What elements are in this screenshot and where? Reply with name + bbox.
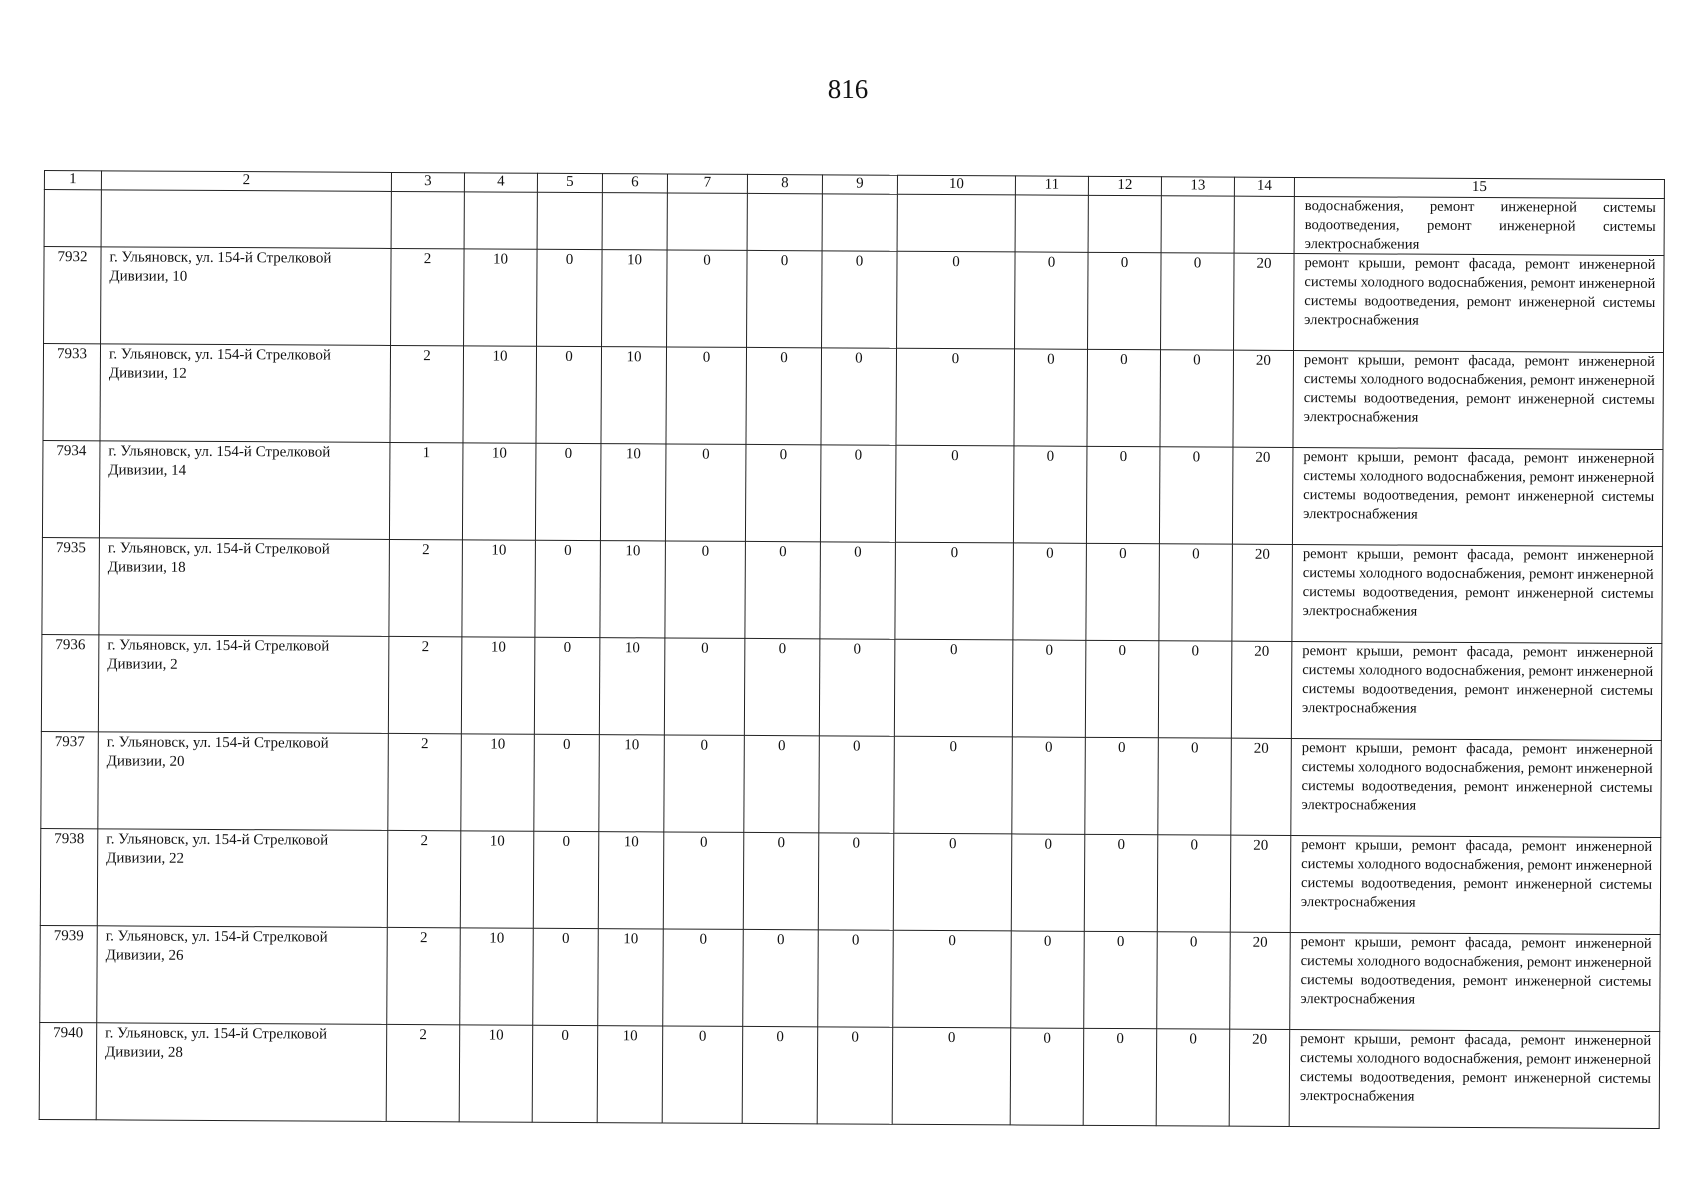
- works-cell: водоснабжения, ремонт инженерной системы водоотведения, ремонт инженерной системы электроснабжения: [1294, 196, 1664, 255]
- value-cell: 2: [388, 734, 462, 831]
- value-cell: 10: [461, 637, 535, 734]
- works-cell: ремонт крыши, ремонт фасада, ремонт инженерной системы холодного водоснабжения, ремонт инженерной системы водоотведения, ремонт инженерной системы электроснабжения: [1293, 351, 1664, 450]
- value-cell: 0: [897, 252, 1016, 350]
- value-cell: 20: [1231, 642, 1292, 739]
- column-header: 8: [747, 174, 822, 193]
- value-cell: 0: [896, 349, 1015, 447]
- value-cell: 0: [667, 250, 748, 347]
- value-cell: 0: [1015, 252, 1089, 349]
- table-cell: [822, 194, 897, 252]
- table-cell: [101, 190, 391, 249]
- column-header: 15: [1294, 177, 1664, 198]
- table-cell: [602, 193, 667, 251]
- value-cell: 0: [820, 445, 896, 542]
- works-cell: ремонт крыши, ремонт фасада, ремонт инженерной системы холодного водоснабжения, ремонт инженерной системы водоотведения, ремонт инженерной системы электроснабжения: [1290, 933, 1661, 1032]
- value-cell: 0: [532, 1026, 598, 1123]
- value-cell: 0: [893, 931, 1012, 1029]
- value-cell: 0: [819, 736, 895, 833]
- value-cell: 0: [535, 541, 601, 638]
- value-cell: 0: [894, 640, 1013, 738]
- value-cell: 0: [534, 735, 600, 832]
- value-cell: 2: [391, 249, 465, 346]
- column-header: 1: [44, 171, 101, 190]
- value-cell: 0: [1157, 835, 1231, 932]
- value-cell: 0: [1160, 350, 1234, 447]
- value-cell: 2: [386, 1025, 460, 1122]
- value-cell: 0: [663, 929, 744, 1026]
- value-cell: 0: [893, 834, 1012, 932]
- value-cell: 0: [821, 348, 897, 445]
- row-number-cell: 7936: [41, 635, 99, 732]
- value-cell: 10: [600, 541, 666, 638]
- value-cell: 0: [664, 638, 745, 735]
- works-cell: ремонт крыши, ремонт фасада, ремонт инженерной системы холодного водоснабжения, ремонт инженерной системы водоотведения, ремонт инженерной системы электроснабжения: [1289, 1030, 1660, 1129]
- value-cell: 0: [1086, 447, 1160, 544]
- row-number-cell: 7939: [40, 926, 98, 1023]
- column-header: 3: [391, 172, 464, 191]
- value-cell: 0: [1086, 544, 1160, 641]
- column-header: 10: [897, 175, 1015, 195]
- value-cell: 0: [1158, 641, 1232, 738]
- address-cell: г. Ульяновск, ул. 154-й Стрелковой Дивизии, 10: [101, 247, 392, 346]
- value-cell: 0: [819, 639, 895, 736]
- address-cell: г. Ульяновск, ул. 154-й Стрелковой Дивизии, 20: [98, 732, 389, 831]
- table-cell: [44, 190, 101, 248]
- value-cell: 0: [894, 737, 1013, 835]
- column-header: 7: [667, 174, 747, 193]
- value-cell: 10: [463, 346, 537, 443]
- value-cell: 0: [747, 251, 823, 348]
- column-header: 2: [101, 171, 391, 192]
- table-row: [41, 732, 1662, 838]
- value-cell: 10: [462, 540, 536, 637]
- works-cell: ремонт крыши, ремонт фасада, ремонт инженерной системы холодного водоснабжения, ремонт инженерной системы водоотведения, ремонт инженерной системы электроснабжения: [1290, 836, 1661, 935]
- value-cell: 20: [1230, 836, 1291, 933]
- table-cell: [1161, 196, 1234, 254]
- value-cell: 0: [665, 541, 746, 638]
- value-cell: 0: [663, 832, 744, 929]
- column-header: 13: [1161, 177, 1234, 196]
- value-cell: 0: [534, 638, 600, 735]
- table-cell: [747, 193, 822, 251]
- table-cell: [537, 192, 602, 250]
- value-cell: 0: [818, 930, 894, 1027]
- value-cell: 0: [1157, 932, 1231, 1029]
- address-cell: г. Ульяновск, ул. 154-й Стрелковой Дивизии, 14: [99, 441, 390, 540]
- table-row: [40, 926, 1661, 1032]
- works-cell: ремонт крыши, ремонт фасада, ремонт инженерной системы холодного водоснабжения, ремонт инженерной системы водоотведения, ремонт инженерной системы электроснабжения: [1291, 739, 1662, 838]
- column-header: 11: [1015, 176, 1088, 195]
- page-number: 816: [827, 74, 869, 104]
- table-row: [41, 635, 1662, 741]
- value-cell: 0: [535, 444, 601, 541]
- table-row: [42, 441, 1663, 547]
- value-cell: 20: [1232, 545, 1293, 642]
- value-cell: 0: [1156, 1029, 1230, 1126]
- value-cell: 10: [459, 1025, 533, 1122]
- value-cell: 0: [892, 1028, 1011, 1126]
- works-cell: ремонт крыши, ремонт фасада, ремонт инженерной системы холодного водоснабжения, ремонт инженерной системы водоотведения, ремонт инженерной системы электроснабжения: [1292, 448, 1663, 547]
- value-cell: 0: [664, 735, 745, 832]
- value-cell: 10: [464, 249, 538, 346]
- address-cell: г. Ульяновск, ул. 154-й Стрелковой Дивизии, 28: [96, 1023, 387, 1122]
- column-header: 12: [1088, 176, 1161, 195]
- row-number-cell: 7940: [39, 1023, 97, 1120]
- table-row: [40, 829, 1661, 935]
- value-cell: 0: [1012, 737, 1086, 834]
- table-row: [44, 247, 1665, 353]
- column-header: 9: [822, 175, 897, 194]
- value-cell: 0: [1014, 349, 1088, 446]
- value-cell: 10: [601, 347, 667, 444]
- document-sheet: [39, 170, 1656, 1129]
- value-cell: 0: [1088, 253, 1162, 350]
- value-cell: 2: [390, 346, 464, 443]
- value-cell: 0: [1085, 641, 1159, 738]
- value-cell: 20: [1234, 254, 1295, 351]
- value-cell: 0: [536, 347, 602, 444]
- address-cell: г. Ульяновск, ул. 154-й Стрелковой Дивизии, 12: [100, 344, 391, 443]
- value-cell: 0: [1158, 738, 1232, 835]
- value-cell: 20: [1233, 351, 1294, 448]
- value-cell: 1: [389, 443, 463, 540]
- table-cell: [897, 194, 1015, 252]
- column-header: 6: [602, 174, 667, 193]
- value-cell: 0: [537, 250, 603, 347]
- row-number-cell: 7934: [42, 441, 100, 538]
- value-cell: 0: [746, 348, 822, 445]
- value-cell: 0: [1083, 1029, 1157, 1126]
- value-cell: 0: [895, 543, 1014, 641]
- value-cell: 0: [533, 832, 599, 929]
- address-cell: г. Ульяновск, ул. 154-й Стрелковой Дивизии, 22: [97, 829, 388, 928]
- column-header: 14: [1234, 177, 1294, 196]
- address-cell: г. Ульяновск, ул. 154-й Стрелковой Дивизии, 26: [97, 926, 388, 1025]
- table-cell: [391, 191, 464, 249]
- row-number-cell: 7935: [42, 538, 100, 635]
- value-cell: 10: [602, 250, 668, 347]
- value-cell: 0: [1159, 544, 1233, 641]
- value-cell: 0: [743, 930, 819, 1027]
- column-header: 4: [464, 173, 537, 192]
- value-cell: 0: [744, 639, 820, 736]
- value-cell: 20: [1230, 933, 1291, 1030]
- value-cell: 0: [822, 251, 898, 348]
- table-row: [39, 1023, 1660, 1129]
- row-number-cell: 7933: [43, 344, 101, 441]
- value-cell: 10: [462, 443, 536, 540]
- value-cell: 0: [666, 347, 747, 444]
- table-cell: [667, 193, 747, 251]
- value-cell: 10: [460, 928, 534, 1025]
- value-cell: 0: [1159, 447, 1233, 544]
- address-cell: г. Ульяновск, ул. 154-й Стрелковой Дивизии, 2: [98, 635, 389, 734]
- continuation-row: [44, 190, 1664, 256]
- value-cell: 0: [1012, 640, 1086, 737]
- value-cell: 10: [460, 831, 534, 928]
- column-header: 5: [537, 173, 602, 192]
- works-cell: ремонт крыши, ремонт фасада, ремонт инженерной системы холодного водоснабжения, ремонт инженерной системы водоотведения, ремонт инженерной системы электроснабжения: [1292, 545, 1663, 644]
- value-cell: 0: [820, 542, 896, 639]
- value-cell: 20: [1231, 739, 1292, 836]
- value-cell: 0: [1084, 932, 1158, 1029]
- table-cell: [1234, 196, 1294, 254]
- row-number-cell: 7938: [40, 829, 98, 926]
- value-cell: 0: [1013, 543, 1087, 640]
- value-cell: 2: [387, 831, 461, 928]
- value-cell: 0: [1161, 253, 1235, 350]
- value-cell: 0: [533, 929, 599, 1026]
- value-cell: 0: [745, 542, 821, 639]
- value-cell: 0: [1085, 738, 1159, 835]
- value-cell: 10: [599, 735, 665, 832]
- table-cell: [464, 192, 537, 250]
- works-cell: ремонт крыши, ремонт фасада, ремонт инженерной системы холодного водоснабжения, ремонт инженерной системы водоотведения, ремонт инженерной системы электроснабжения: [1291, 642, 1662, 741]
- value-cell: 0: [895, 446, 1014, 544]
- table-cell: [1015, 195, 1088, 253]
- value-cell: 0: [1013, 446, 1087, 543]
- value-cell: 0: [1084, 835, 1158, 932]
- value-cell: 10: [599, 638, 665, 735]
- value-cell: 0: [818, 833, 894, 930]
- row-number-cell: 7937: [41, 732, 99, 829]
- table-cell: [1088, 195, 1161, 253]
- address-cell: г. Ульяновск, ул. 154-й Стрелковой Дивизии, 18: [99, 538, 390, 637]
- value-cell: 0: [1010, 1028, 1084, 1125]
- value-cell: 2: [389, 540, 463, 637]
- value-cell: 0: [744, 736, 820, 833]
- value-cell: 0: [743, 833, 819, 930]
- value-cell: 20: [1232, 448, 1293, 545]
- value-cell: 0: [662, 1026, 743, 1123]
- value-cell: 2: [387, 928, 461, 1025]
- row-number-cell: 7932: [44, 247, 102, 344]
- value-cell: 10: [598, 832, 664, 929]
- value-cell: 0: [665, 444, 746, 541]
- value-cell: 0: [745, 445, 821, 542]
- value-cell: 10: [597, 1026, 663, 1123]
- value-cell: 0: [1011, 931, 1085, 1028]
- value-cell: 0: [742, 1027, 818, 1124]
- table-row: [42, 538, 1663, 644]
- value-cell: 10: [600, 444, 666, 541]
- value-cell: 0: [1011, 834, 1085, 931]
- works-cell: ремонт крыши, ремонт фасада, ремонт инженерной системы холодного водоснабжения, ремонт инженерной системы водоотведения, ремонт инженерной системы электроснабжения: [1294, 254, 1665, 353]
- value-cell: 10: [461, 734, 535, 831]
- value-cell: 20: [1229, 1030, 1290, 1127]
- value-cell: 10: [598, 929, 664, 1026]
- table-row: [43, 344, 1664, 450]
- value-cell: 2: [388, 637, 462, 734]
- value-cell: 0: [1087, 350, 1161, 447]
- value-cell: 0: [817, 1027, 893, 1124]
- repair-schedule-table: [39, 170, 1665, 1129]
